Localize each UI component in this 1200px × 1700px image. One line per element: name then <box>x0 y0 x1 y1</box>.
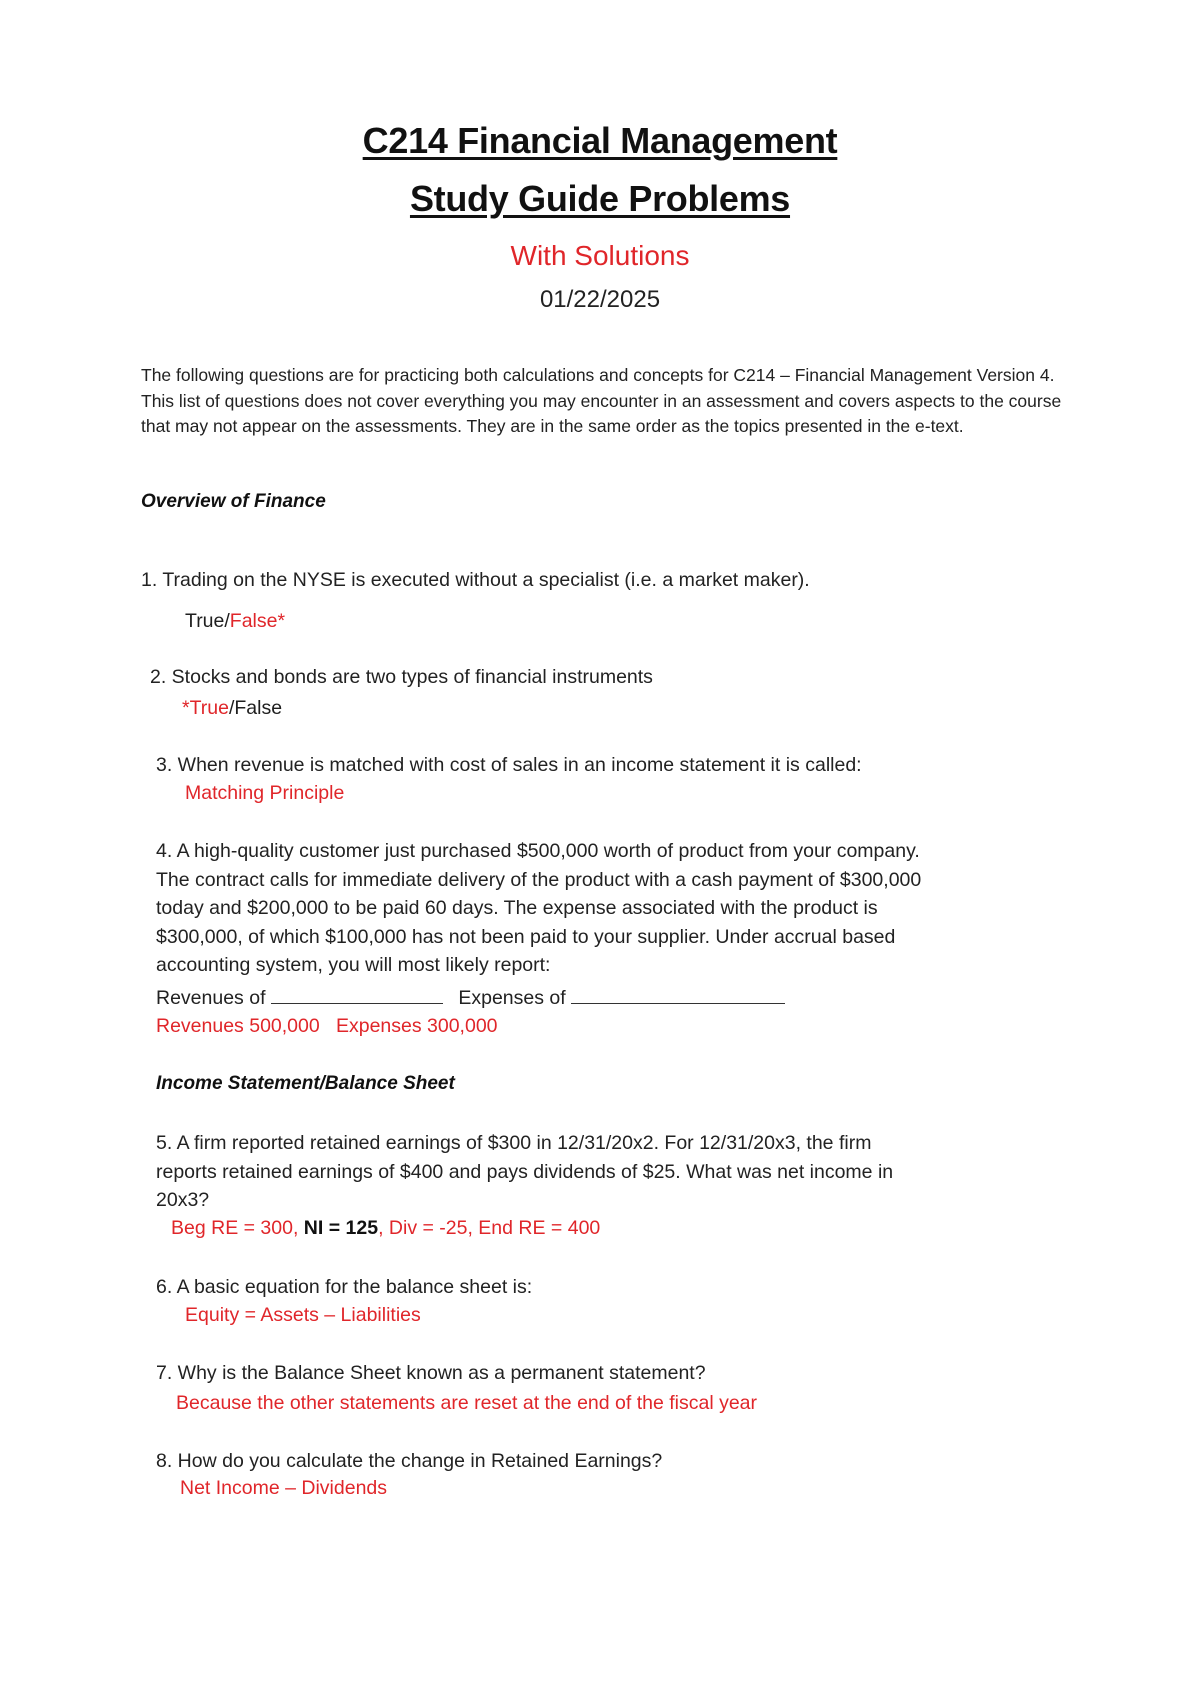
question-2: 2. Stocks and bonds are two types of financial instruments <box>150 666 653 688</box>
answer-1 <box>185 610 285 633</box>
expenses-label: Expenses of <box>458 987 566 1009</box>
revenues-blank <box>271 985 443 1004</box>
answer-2-false: /False <box>228 697 283 719</box>
question-7: 7. Why is the Balance Sheet known as a permanent statement? <box>156 1362 706 1384</box>
document-date: 01/22/2025 <box>539 286 661 313</box>
question-6: 6. A basic equation for the balance sheet is: <box>156 1276 533 1298</box>
answer-8: Net Income – Dividends <box>180 1477 388 1499</box>
intro-paragraph: The following questions are for practicing both calculations and concepts for C214 – Financial Management Version 4. This list of questions does not cover everything you may encounter in an assessment and covers aspects to the course that may not appear on the assessments. They are in the same order as the topics presented in the e-text. <box>141 365 1062 436</box>
answer-1-false: False* <box>229 610 286 632</box>
solutions-label: With Solutions <box>510 240 690 271</box>
document-title: C214 Financial Management <box>362 120 838 161</box>
answer-2-true: *True <box>182 697 229 719</box>
question-1: 1. Trading on the NYSE is executed without a specialist (i.e. a market maker). <box>141 569 810 591</box>
answer-5-part1: Beg RE = 300, <box>171 1217 304 1239</box>
section-heading-overview: Overview of Finance <box>141 491 326 512</box>
answer-7: Because the other statements are reset at the end of the fiscal year <box>176 1392 758 1414</box>
question-4: 4. A high-quality customer just purchased $500,000 worth of product from your company. The contract calls for immediate delivery of the product with a cash payment of $300,000 today and $200,000 to be paid 60 days. The expense associated with the product is $300,000, of which $100,000 has not been paid to your supplier. Under accrual based accounting system, you will most likely report: <box>156 840 922 976</box>
answer-5-part2: , Div = -25, End RE = 400 <box>378 1217 601 1239</box>
answer-6: Equity = Assets – Liabilities <box>185 1304 421 1326</box>
answer-4: Revenues 500,000 Expenses 300,000 <box>156 1015 498 1037</box>
expenses-blank <box>571 985 785 1004</box>
revenues-label: Revenues of <box>156 987 266 1009</box>
section-heading-income: Income Statement/Balance Sheet <box>156 1073 455 1094</box>
answer-2 <box>182 697 282 720</box>
question-3: 3. When revenue is matched with cost of sales in an income statement it is called: <box>156 754 862 776</box>
question-8: 8. How do you calculate the change in Retained Earnings? <box>156 1450 663 1472</box>
answer-5-net-income: NI = 125 <box>303 1217 379 1239</box>
answer-1-true: True/ <box>185 610 230 632</box>
question-4-blanks <box>156 985 785 1010</box>
answer-5 <box>171 1217 600 1240</box>
document-subtitle-title: Study Guide Problems <box>409 178 791 219</box>
question-5: 5. A firm reported retained earnings of $300 in 12/31/20x2. For 12/31/20x3, the firm reports retained earnings of $400 and pays dividends of $25. What was net income in 20x3? <box>156 1132 894 1211</box>
answer-3: Matching Principle <box>185 782 345 804</box>
